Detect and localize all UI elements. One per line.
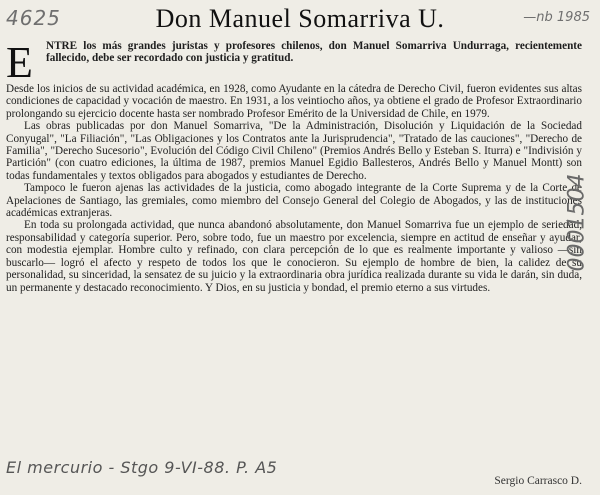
article-body bbox=[6, 40, 582, 294]
author-signature: Sergio Carrasco D. bbox=[494, 475, 582, 487]
paragraph-publications: Las obras publicadas por don Manuel Somarriva, "De la Administración, Disolución y Liquidación de la Sociedad Conyugal", "La Filiación", "Las Obligaciones y los Contratos ante la Jurisprudencia", "Tratado de las cauciones", "Derecho de Familia", "Derecho Sucesorio", Evolución del Código Civil Chileno" (Premios Andrés Bello y Esteban S. Iturra) e "Indivisión y Partición" (con cuatro ediciones, la última de 1987, premios Manuel Egidio Ballesteros, Andrés Bello y Manuel Montt) son todas fundamentales y textos obligados para abogados y estudiantes de Derecho. bbox=[6, 120, 582, 182]
drop-cap: E bbox=[6, 38, 33, 87]
article-title: Don Manuel Somarriva U. bbox=[155, 4, 445, 33]
paragraph-academic-career: Desde los inicios de su actividad académica, en 1928, como Ayudante en la cátedra de Derecho Civil, fueron evidentes sus altas condiciones de capacidad y vocación de maestro. En 1931, a los veintiocho años, ya obtiene el grado de Profesor Extraordinario prolongando su ejercicio docente hasta ser nombrado Profesor Emérito de la Universidad de Chile, en 1979. bbox=[6, 83, 582, 120]
handwritten-archive-number: 4625 bbox=[6, 6, 61, 30]
handwritten-side-number: 0001504 bbox=[564, 173, 590, 272]
handwritten-source-note: El mercurio - Stgo 9-VI-88. P. A5 bbox=[6, 458, 278, 477]
lead-text: NTRE los más grandes juristas y profesores chilenos, don Manuel Somarriva Undurraga, recientemente fallecido, debe ser recordado con justicia y gratitud. bbox=[46, 40, 582, 65]
handwritten-top-note: —nb 1985 bbox=[523, 10, 590, 25]
lead-paragraph bbox=[6, 38, 582, 87]
paragraph-justice-activities: Tampoco le fueron ajenas las actividades de la justicia, como abogado integrante de la Corte Suprema y de la Corte de Apelaciones de Santiago, las gremiales, como miembro del Consejo General del Colegio de Abogados, y las de instituciones académicas extranjeras. bbox=[6, 182, 582, 220]
paragraph-legacy: En toda su prolongada actividad, que nunca abandonó absolutamente, don Manuel Somarriva fue un ejemplo de seriedad, responsabilidad y categoría superior. Pero, sobre todo, fue un maestro por excelencia, siempre en actitud de enseñar y ayudar, con modestia ejemplar. Hombre culto y refinado, con clara percepción de lo que es realmente importante y valioso —sin buscarlo— logró el afecto y respeto de todos los que le conocieron. Su ejemplo de hombre de bien, la calidez de su personalidad, su sinceridad, la sensatez de su juicio y la extraordinaria obra jurídica realizada durante su vida le darán, sin duda, un permanente y destacado reconocimiento. Y Dios, en su justicia y bondad, el premio eterno a sus virtudes. bbox=[6, 219, 582, 294]
